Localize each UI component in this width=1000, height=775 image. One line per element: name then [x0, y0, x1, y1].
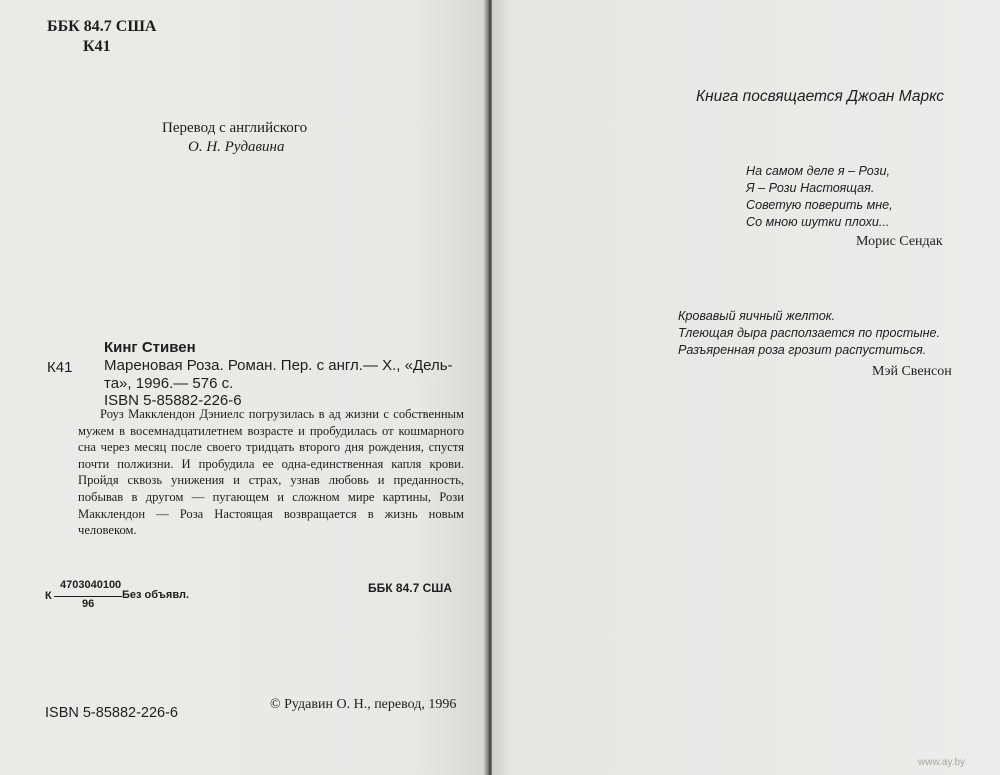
bibliographic-description [104, 357, 472, 393]
copyright-notice: © Рудавин О. Н., перевод, 1996 [270, 697, 457, 712]
author-mark-side: К41 [47, 359, 73, 376]
no-announcement-label: Без объявл. [122, 589, 190, 601]
poem2-line: Кровавый яичный желток. [678, 309, 836, 323]
poem2-line: Тлеющая дыра расползается по простыне. [678, 326, 941, 340]
catalog-code-k: К [45, 590, 52, 602]
poem1-line: Советую поверить мне, [746, 198, 893, 212]
translator-name: О. Н. Рудавина [188, 139, 285, 155]
epigraph-author-1: Морис Сендак [856, 234, 943, 249]
epigraph-poem-1 [746, 163, 893, 231]
poem1-line: На самом деле я – Рози, [746, 164, 891, 178]
author-heading: Кинг Стивен [104, 339, 196, 356]
dedication: Книга посвящается Джоан Маркс [696, 88, 944, 105]
epigraph-poem-2 [678, 308, 940, 359]
right-page [492, 0, 1000, 775]
poem1-line: Со мною шутки плохи... [746, 215, 890, 229]
bbk-classification-bottom: ББК 84.7 США [368, 581, 452, 595]
author-mark-top: К41 [83, 38, 111, 55]
annotation [78, 406, 464, 539]
annotation-text: Роуз Макклендон Дэниелс погрузилась в ад жизни с собственным мужем в восемнадцатилетнем возрасте и пробудилась от кошмарного сна через месяц после своего тридцать второго дня рождения, спустя почти полжизни. И пробудила ее одна-единственная капля крови. Пройдя сквозь унижения и страх, узнав любовь и преданность, побывав в другом — пугающем и сложном мире картины, Рози Макклендон — Роза Настоящая возвращается в жизнь новым человеком. [78, 407, 464, 538]
catalog-code-fraction-line [54, 596, 122, 597]
bbk-classification-top: ББК 84.7 США [47, 18, 157, 35]
epigraph-author-2: Мэй Свенсон [872, 364, 952, 379]
isbn-main: ISBN 5-85882-226-6 [104, 392, 242, 409]
translation-label: Перевод с английского [162, 120, 308, 136]
poem2-line: Разъяренная роза грозит распуститься. [678, 343, 927, 357]
poem1-line: Я – Рози Настоящая. [746, 181, 875, 195]
left-page [0, 0, 488, 775]
catalog-code-numerator: 4703040100 [60, 579, 122, 591]
biblio-line-1: Мареновая Роза. Роман. Пер. с англ.— Х., «Дель- [104, 357, 453, 374]
watermark: www.ay.by [918, 757, 966, 768]
isbn-bottom: ISBN 5-85882-226-6 [45, 705, 178, 721]
biblio-line-2: та», 1996.— 576 с. [104, 375, 234, 392]
catalog-code-denominator: 96 [82, 598, 95, 610]
